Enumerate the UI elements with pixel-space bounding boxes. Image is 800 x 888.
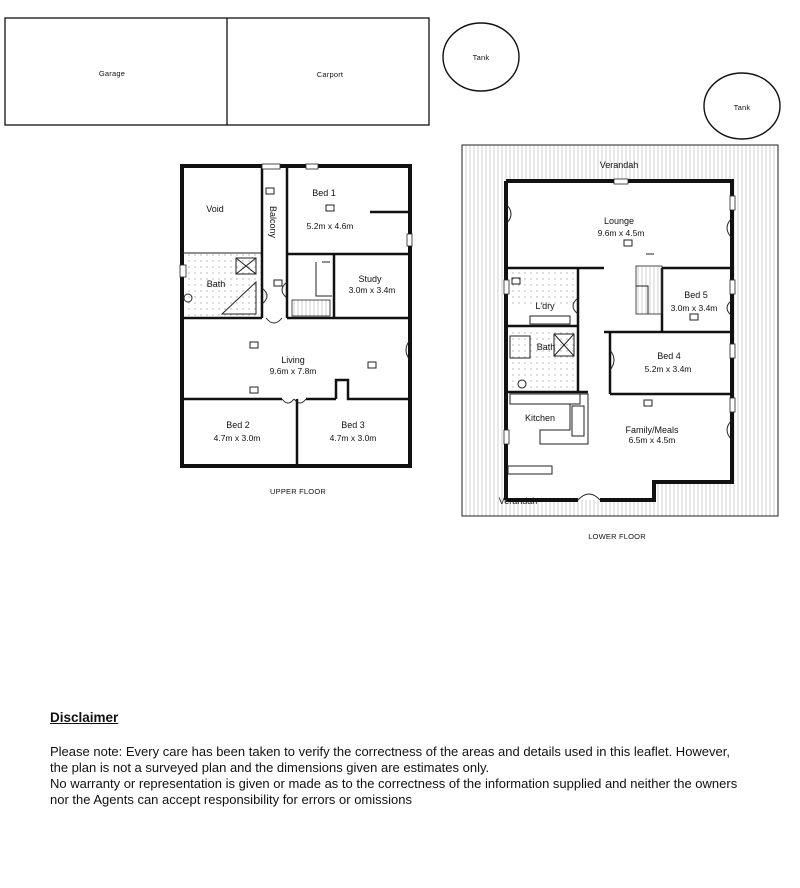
lower-verandah-bottom-label: Verandah (498, 496, 538, 506)
upper-bath-label: Bath (206, 279, 226, 289)
tank-label-2: Tank (733, 103, 751, 112)
garage-label: Garage (98, 69, 126, 78)
lower-lounge-label: Lounge (603, 216, 635, 226)
upper-study-label: Study (358, 274, 382, 284)
lower-bed4-label: Bed 4 (657, 351, 681, 361)
lower-family-dim: 6.5m x 4.5m (628, 435, 676, 445)
upper-bed3-dim: 4.7m x 3.0m (329, 433, 377, 443)
garage-carport-block (5, 18, 429, 125)
upper-living-label: Living (281, 355, 305, 365)
upper-floor-caption: UPPER FLOOR (270, 487, 326, 496)
upper-balcony-label: Balcony (268, 205, 278, 239)
lower-verandah-top-label: Verandah (599, 160, 639, 170)
upper-bed1-label: Bed 1 (312, 188, 336, 198)
upper-bed2-dim: 4.7m x 3.0m (213, 433, 261, 443)
lower-bed4-dim: 5.2m x 3.4m (644, 364, 692, 374)
disclaimer-heading: Disclaimer (50, 710, 119, 725)
disclaimer-text-2: No warranty or representation is given or made as to the correctness of the information supplied and neither the owners nor the Agents can accept responsibility for errors or omissions (50, 776, 738, 807)
lower-lounge-dim: 9.6m x 4.5m (597, 228, 645, 238)
disclaimer-section (50, 710, 750, 808)
carport-label: Carport (316, 70, 344, 79)
upper-void-label: Void (206, 204, 224, 214)
lower-kitchen-label: Kitchen (524, 413, 556, 423)
lower-floor-caption: LOWER FLOOR (588, 532, 646, 541)
upper-living-dim: 9.6m x 7.8m (269, 366, 317, 376)
lower-bed5-label: Bed 5 (684, 290, 708, 300)
upper-bed2-label: Bed 2 (226, 420, 250, 430)
lower-floor-plan (462, 145, 778, 516)
disclaimer-text-1: Please note: Every care has been taken to verify the correctness of the areas and details used in this leaflet. However, the plan is not a surveyed plan and the dimensions given are estimates only. (50, 744, 730, 775)
tank-label-1: Tank (472, 53, 490, 62)
upper-stair (292, 262, 332, 316)
lower-bed5-dim: 3.0m x 3.4m (670, 303, 718, 313)
upper-study-dim: 3.0m x 3.4m (348, 285, 396, 295)
upper-bed3-label: Bed 3 (341, 420, 365, 430)
upper-bed1-dim: 5.2m x 4.6m (306, 221, 354, 231)
lower-ldry-label: L'dry (535, 301, 555, 311)
lower-bath-label: Bath (536, 342, 556, 352)
lower-family-label: Family/Meals (625, 425, 679, 435)
